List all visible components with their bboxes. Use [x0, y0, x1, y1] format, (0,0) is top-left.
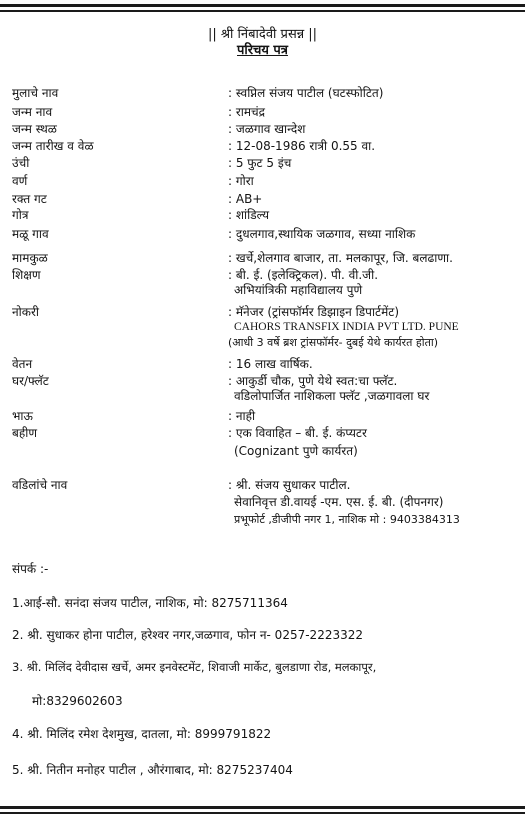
- field-value-line: सेवानिवृत्त डी.वायई -एम. एस. ई. बी. (दीपनगर): [234, 495, 444, 509]
- field-value-line: : दुधलगाव,स्थायिक जळगाव, सध्या नाशिक: [228, 227, 416, 241]
- field-value: [228, 374, 520, 404]
- field-label: भाऊ: [12, 409, 33, 423]
- field-value: [228, 227, 520, 242]
- contact-item: 2. श्री. सुधाकर होना पाटील, हरेश्वर नगर,जळगाव, फोन न- 0257-2223322: [12, 628, 363, 642]
- field-label: जन्म तारीख व वेळ: [12, 139, 94, 153]
- field-label: वडिलांचे नाव: [12, 478, 68, 492]
- field-value: [228, 174, 520, 189]
- field-value-line: : स्वप्निल संजय पाटील (घटस्फोटित): [228, 86, 384, 100]
- field-label: गोत्र: [12, 208, 29, 222]
- contact-item: 5. श्री. नितीन मनोहर पाटील , औरंगाबाद, मो: 8275237404: [12, 763, 293, 777]
- field-value-line: : शांडिल्य: [228, 208, 270, 222]
- field-value: [228, 251, 520, 266]
- field-value-line: : मॅनेजर (ट्रांसफॉर्मर डिझाइन डिपार्टमेंट): [228, 305, 400, 319]
- bottom-border-rule: [0, 806, 525, 809]
- field-value-line: वडिलोपार्जित नाशिकला फ्लॅट ,जळगावला घर: [234, 389, 430, 403]
- field-value-line: अभियांत्रिकी महाविद्यालय पुणे: [234, 283, 363, 297]
- field-label: मुलाचे नाव: [12, 86, 59, 100]
- contact-item: 4. श्री. मिलिंद रमेश देशमुख, दातला, मो: 8999791822: [12, 727, 272, 741]
- field-value: [228, 208, 520, 223]
- field-value-line: CAHORS TRANSFIX INDIA PVT LTD. PUNE: [234, 321, 459, 333]
- field-value-line: : एक विवाहित – बी. ई. कंप्यटर: [228, 426, 367, 440]
- field-value-line: : 16 लाख वार्षिक.: [228, 357, 313, 371]
- contacts-heading: संपर्क :-: [12, 562, 49, 576]
- field-label: जन्म स्थळ: [12, 122, 57, 136]
- field-value-line: : नाही: [228, 409, 256, 423]
- document-title: [0, 43, 525, 59]
- contact-item-continuation: मो:8329602603: [32, 694, 123, 708]
- field-value-line: : 5 फुट 5 इंच: [228, 156, 292, 170]
- contact-item: 3. श्री. मिलिंद देवीदास खर्चे, अमर इनवेस्टमेंट, शिवाजी मार्केट, बुलडाणा रोड, मलकापूर,: [12, 660, 377, 674]
- field-value-line: प्रभूफोर्ट ,डीजीपी नगर 1, नाशिक मो : 9403384313: [234, 513, 460, 526]
- field-value: [228, 122, 520, 137]
- top-border-rule-thin: [0, 10, 525, 12]
- bottom-border-rule-thin: [0, 812, 525, 814]
- top-border-rule: [0, 4, 525, 7]
- field-value-line: : श्री. संजय सुधाकर पाटील.: [228, 478, 351, 492]
- field-value-line: : बी. ई. (इलेक्ट्रिकल). पी. वी.जी.: [228, 268, 379, 282]
- field-value: [228, 305, 520, 350]
- field-value: [228, 86, 520, 101]
- field-value: [228, 156, 520, 171]
- field-value-line: (आधी 3 वर्षे ब्रश ट्रांसफॉर्मर- दुबई येथे कार्यरत होता): [228, 336, 439, 349]
- field-label: उंची: [12, 156, 30, 170]
- contact-item: 1.आई-सौ. सनंदा संजय पाटील, नाशिक, मो: 8275711364: [12, 596, 288, 610]
- field-label: नोकरी: [12, 305, 40, 319]
- field-value: [228, 478, 520, 527]
- field-label: मामकुळ: [12, 251, 48, 265]
- field-value: [228, 426, 520, 459]
- field-label: रक्त गट: [12, 192, 47, 206]
- field-label: वर्ण: [12, 174, 28, 188]
- field-value-line: : खर्चे,शेलगाव बाजार, ता. मलकापूर, जि. बलढाणा.: [228, 251, 453, 265]
- field-label: घर/फ्लॅट: [12, 374, 49, 388]
- field-label: वेतन: [12, 357, 33, 371]
- field-label: शिक्षण: [12, 268, 41, 282]
- field-value-line: : रामचंद्र: [228, 105, 266, 119]
- field-value: [228, 105, 520, 120]
- field-label: जन्म नाव: [12, 105, 53, 119]
- invocation-line: || श्री निंबादेवी प्रसन्न ||: [207, 27, 318, 42]
- document-title-text: परिचय पत्र: [237, 43, 288, 58]
- field-value-line: : 12-08-1986 रात्री 0.55 वा.: [228, 139, 376, 153]
- field-value-line: : आकुर्डी चौक, पुणे येथे स्वत:चा फ्लॅट.: [228, 374, 398, 388]
- field-value: [228, 409, 520, 424]
- field-value-line: : जळगाव खान्देश: [228, 122, 306, 136]
- field-value-line: : AB+: [228, 192, 263, 206]
- field-label: मळू गाव: [12, 227, 49, 241]
- field-value: [228, 139, 520, 154]
- field-value: [228, 268, 520, 298]
- field-label: बहीण: [12, 426, 38, 440]
- field-value: [228, 357, 520, 372]
- field-value-line: (Cognizant पुणे कार्यरत): [234, 444, 358, 458]
- field-value-line: : गोरा: [228, 174, 254, 188]
- field-value: [228, 192, 520, 207]
